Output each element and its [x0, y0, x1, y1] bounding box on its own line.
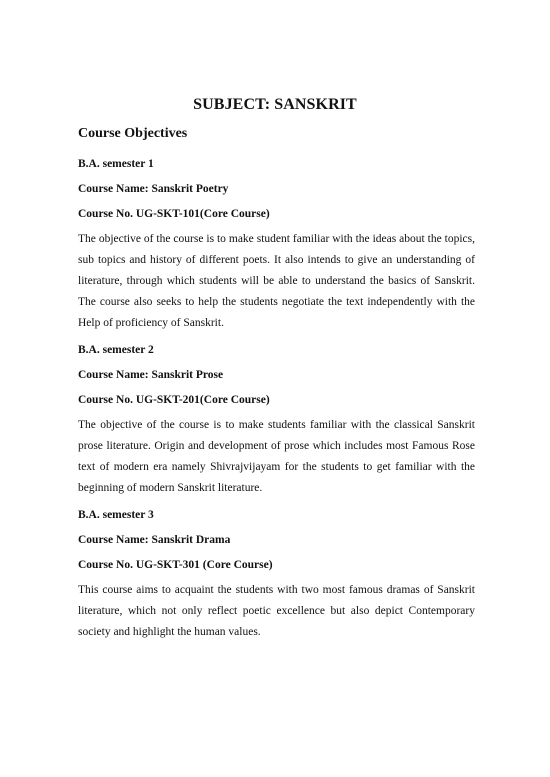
- course-number: Course No. UG-SKT-301 (Core Course): [78, 559, 273, 571]
- course-number: Course No. UG-SKT-201(Core Course): [78, 394, 270, 406]
- course-name: Course Name: Sanskrit Prose: [78, 369, 224, 381]
- course-description: This course aims to acquaint the students with two most famous dramas of Sanskrit literature, which not only reflect poetic excellence but also depict Contemporary society and highlight the human values.: [78, 584, 475, 638]
- semester-label: B.A. semester 2: [78, 344, 154, 356]
- course-description: The objective of the course is to make student familiar with the ideas about the topics, sub topics and history of different poets. It also intends to give an understanding of literature, through which students will be able to understand the basics of Sanskrit. The course also seeks to help the students negotiate the text independently with the Help of proficiency of Sanskrit.: [78, 233, 475, 329]
- course-block-2: [78, 343, 475, 499]
- page-title: SUBJECT: SANSKRIT: [193, 96, 357, 113]
- course-name: Course Name: Sanskrit Drama: [78, 534, 231, 546]
- course-name: Course Name: Sanskrit Poetry: [78, 183, 229, 195]
- course-block-1: [78, 157, 475, 334]
- course-list: [78, 157, 475, 652]
- course-description: The objective of the course is to make students familiar with the classical Sanskrit prose literature. Origin and development of prose which includes most Famous Rose text of modern era namely Shivrajvijayam for the students to get familiar with the beginning of modern Sanskrit literature.: [78, 419, 475, 494]
- semester-label: B.A. semester 1: [78, 158, 154, 170]
- section-heading: Course Objectives: [78, 126, 188, 141]
- course-block-3: [78, 508, 475, 643]
- semester-label: B.A. semester 3: [78, 509, 154, 521]
- course-number: Course No. UG-SKT-101(Core Course): [78, 208, 270, 220]
